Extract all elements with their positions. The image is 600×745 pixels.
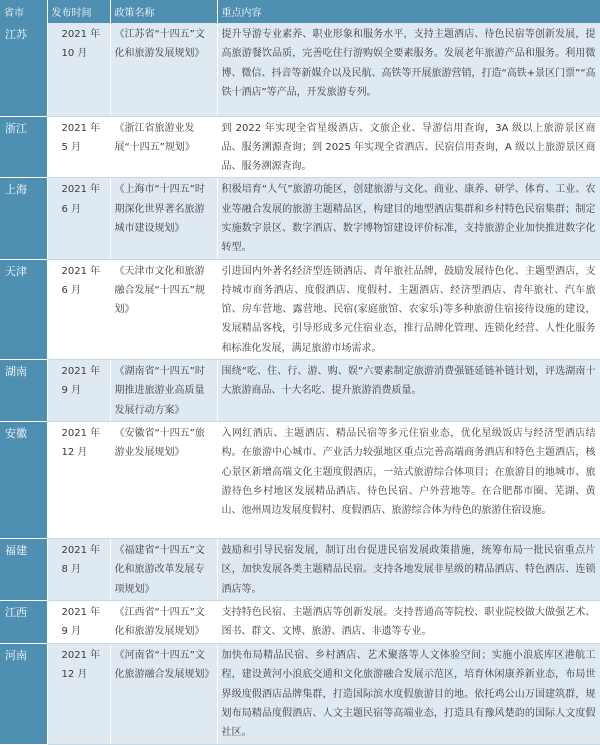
province-cell: 天津 [0, 259, 47, 359]
table-header [0, 0, 600, 23]
content-cell: 支持特色民宿、主题酒店等创新发展。支持普通高等院校、职业院校做大做强艺术、图书、群文、文博、旅游、酒店、非遗等专业。 [217, 601, 600, 644]
table-row [0, 259, 600, 359]
content-cell: 加快布局精品民宿、乡村酒店、艺术聚落等人文体验空间；实施小浪底库区港航工程，建设黄河小浪底交通和文化旅游融合发展示范区，培育休闲康养新业态，布局世界级度假酒店品牌集群，打造国际滨水度假旅游目的地。依托鸡公山万国建筑群，规划布局精品度假酒店、人文主题民宿等高端业态，打造具有豫风楚韵的国际人文度假社区。 [217, 644, 600, 744]
date-cell: 2021 年 12 月 [47, 422, 110, 539]
header-province: 省市 [0, 0, 47, 23]
table-row [0, 360, 600, 422]
date-cell: 2021 年 8 月 [47, 539, 110, 601]
table-row [0, 116, 600, 178]
province-cell: 江西 [0, 601, 47, 644]
content-cell: 提升导游专业素养、职业形象和服务水平，支持主题酒店、待色民宿等创新发展，提高旅游餐饮品质，完善吃住行游购娱全要素服务。发展老年旅游产品和服务。利用微博、微信、抖音等新媒介以及民航、高铁等开展旅游营销，打造“高铁+景区门票”“高铁十酒店”等产品，开发旅游专列。 [217, 23, 600, 116]
content-cell: 引进国内外著名经济型连锁酒店、青年旅社品牌，鼓励发展待色化、主题型酒店，支持城市商务酒店、度假酒店、度假村、主题酒店、经济型酒店、青年旅社、汽车旅馆、房车营地、露营地、民宿(家庭旅馆、农家乐)等多种旅游住宿接待设施的建设，发展精品客栈，引导形成多元住宿业态，推行品牌化管理、连锁化经营、人性化服务和标准化发展，满足旅游市场需求。 [217, 259, 600, 359]
policy-name-cell: 《上海市“十四五”时期深化世界著名旅游城市建设规划》 [110, 178, 217, 259]
policy-name-cell: 《安徽省“十四五”旅游业发展规划》 [110, 422, 217, 539]
header-date: 发布时间 [47, 0, 110, 23]
content-cell: 鼓励和引导民宿发展，制订出台促进民宿发展政策措施，统筹布局一批民宿重点片区，加快发展各类主题精品民宿。支持各地发展非星级的精品酒店、特色酒店、连锁酒店等。 [217, 539, 600, 601]
province-cell: 浙江 [0, 116, 47, 178]
table-row [0, 539, 600, 601]
date-cell: 2021 年 12 月 [47, 644, 110, 744]
policy-name-cell: 《浙江省旅游业发展“十四五”规划》 [110, 116, 217, 178]
table-row [0, 178, 600, 259]
province-cell: 河南 [0, 644, 47, 744]
policy-name-cell: 《河南省“十四五”文化旅游融合发展规划》 [110, 644, 217, 744]
header-policy: 政策名称 [110, 0, 217, 23]
content-cell: 到 2022 年实现全省星级酒店、文旅企业、导游信用查询，3A 级以上旅游景区商品、服务溯源查询；到 2025 年实现全省酒店、民宿信用查询，A 级以上旅游景区商品、服务溯源查询。 [217, 116, 600, 178]
date-cell: 2021 年 9 月 [47, 360, 110, 422]
table-row [0, 422, 600, 539]
content-cell: 入网红酒店、主题酒店、精品民宿等多元住宿业态，优化星级饭店与经济型酒店结构。在旅游中心城市、产业活力较强地区重点完善高端商务酒店和特色主题酒店，核心景区新增高端文化主题度假酒店，一站式旅游综合体项目；在旅游目的地城市、旅游待色乡村地区发展精品酒店、待色民宿、户外营地等。在合肥都市圈、芜湖、黄山、池州周边发展度假村、度假酒店、旅游综合体为待色的旅游住宿设施。 [217, 422, 600, 539]
content-cell: 围绕“吃、住、行、游、购、娱”六要素制定旅游消费强链延链补链计划，评选湖南十大旅游商品、十大名吃、提升旅游消费质量。 [217, 360, 600, 422]
province-cell: 江苏 [0, 23, 47, 116]
policy-name-cell: 《江西省“十四五”文化和旅游发展规划》 [110, 601, 217, 644]
policy-name-cell: 《江苏省“十四五”文化和旅游发展规划》 [110, 23, 217, 116]
date-cell: 2021 年 10 月 [47, 23, 110, 116]
policy-name-cell: 《天津市文化和旅游融合发展“十四五”规划》 [110, 259, 217, 359]
province-cell: 湖南 [0, 360, 47, 422]
date-cell: 2021 年 6 月 [47, 259, 110, 359]
table-row [0, 601, 600, 644]
policy-name-cell: 《湖南省“十四五”时期推进旅游业高质量发展行动方案》 [110, 360, 217, 422]
date-cell: 2021 年 5 月 [47, 116, 110, 178]
province-cell: 安徽 [0, 422, 47, 539]
content-cell: 积极培育“人气”旅游功能区，创建旅游与文化、商业、康养、研学、体育、工业、农业等融合发展的旅游主题精品区，构建目的地型酒店集群和乡村特色民宿集群；制定实施数字景区、数字酒店、数字博物馆建设评价标准，支持旅游企业加快推进数字化转型。 [217, 178, 600, 259]
date-cell: 2021 年 6 月 [47, 178, 110, 259]
province-cell: 福建 [0, 539, 47, 601]
table-row [0, 23, 600, 116]
table-row [0, 644, 600, 744]
date-cell: 2021 年 9 月 [47, 601, 110, 644]
table-body [0, 23, 600, 744]
policy-name-cell: 《福建省“十四五”文化和旅游改革发展专项规划》 [110, 539, 217, 601]
header-row [0, 0, 600, 23]
header-content: 重点内容 [217, 0, 600, 23]
province-cell: 上海 [0, 178, 47, 259]
